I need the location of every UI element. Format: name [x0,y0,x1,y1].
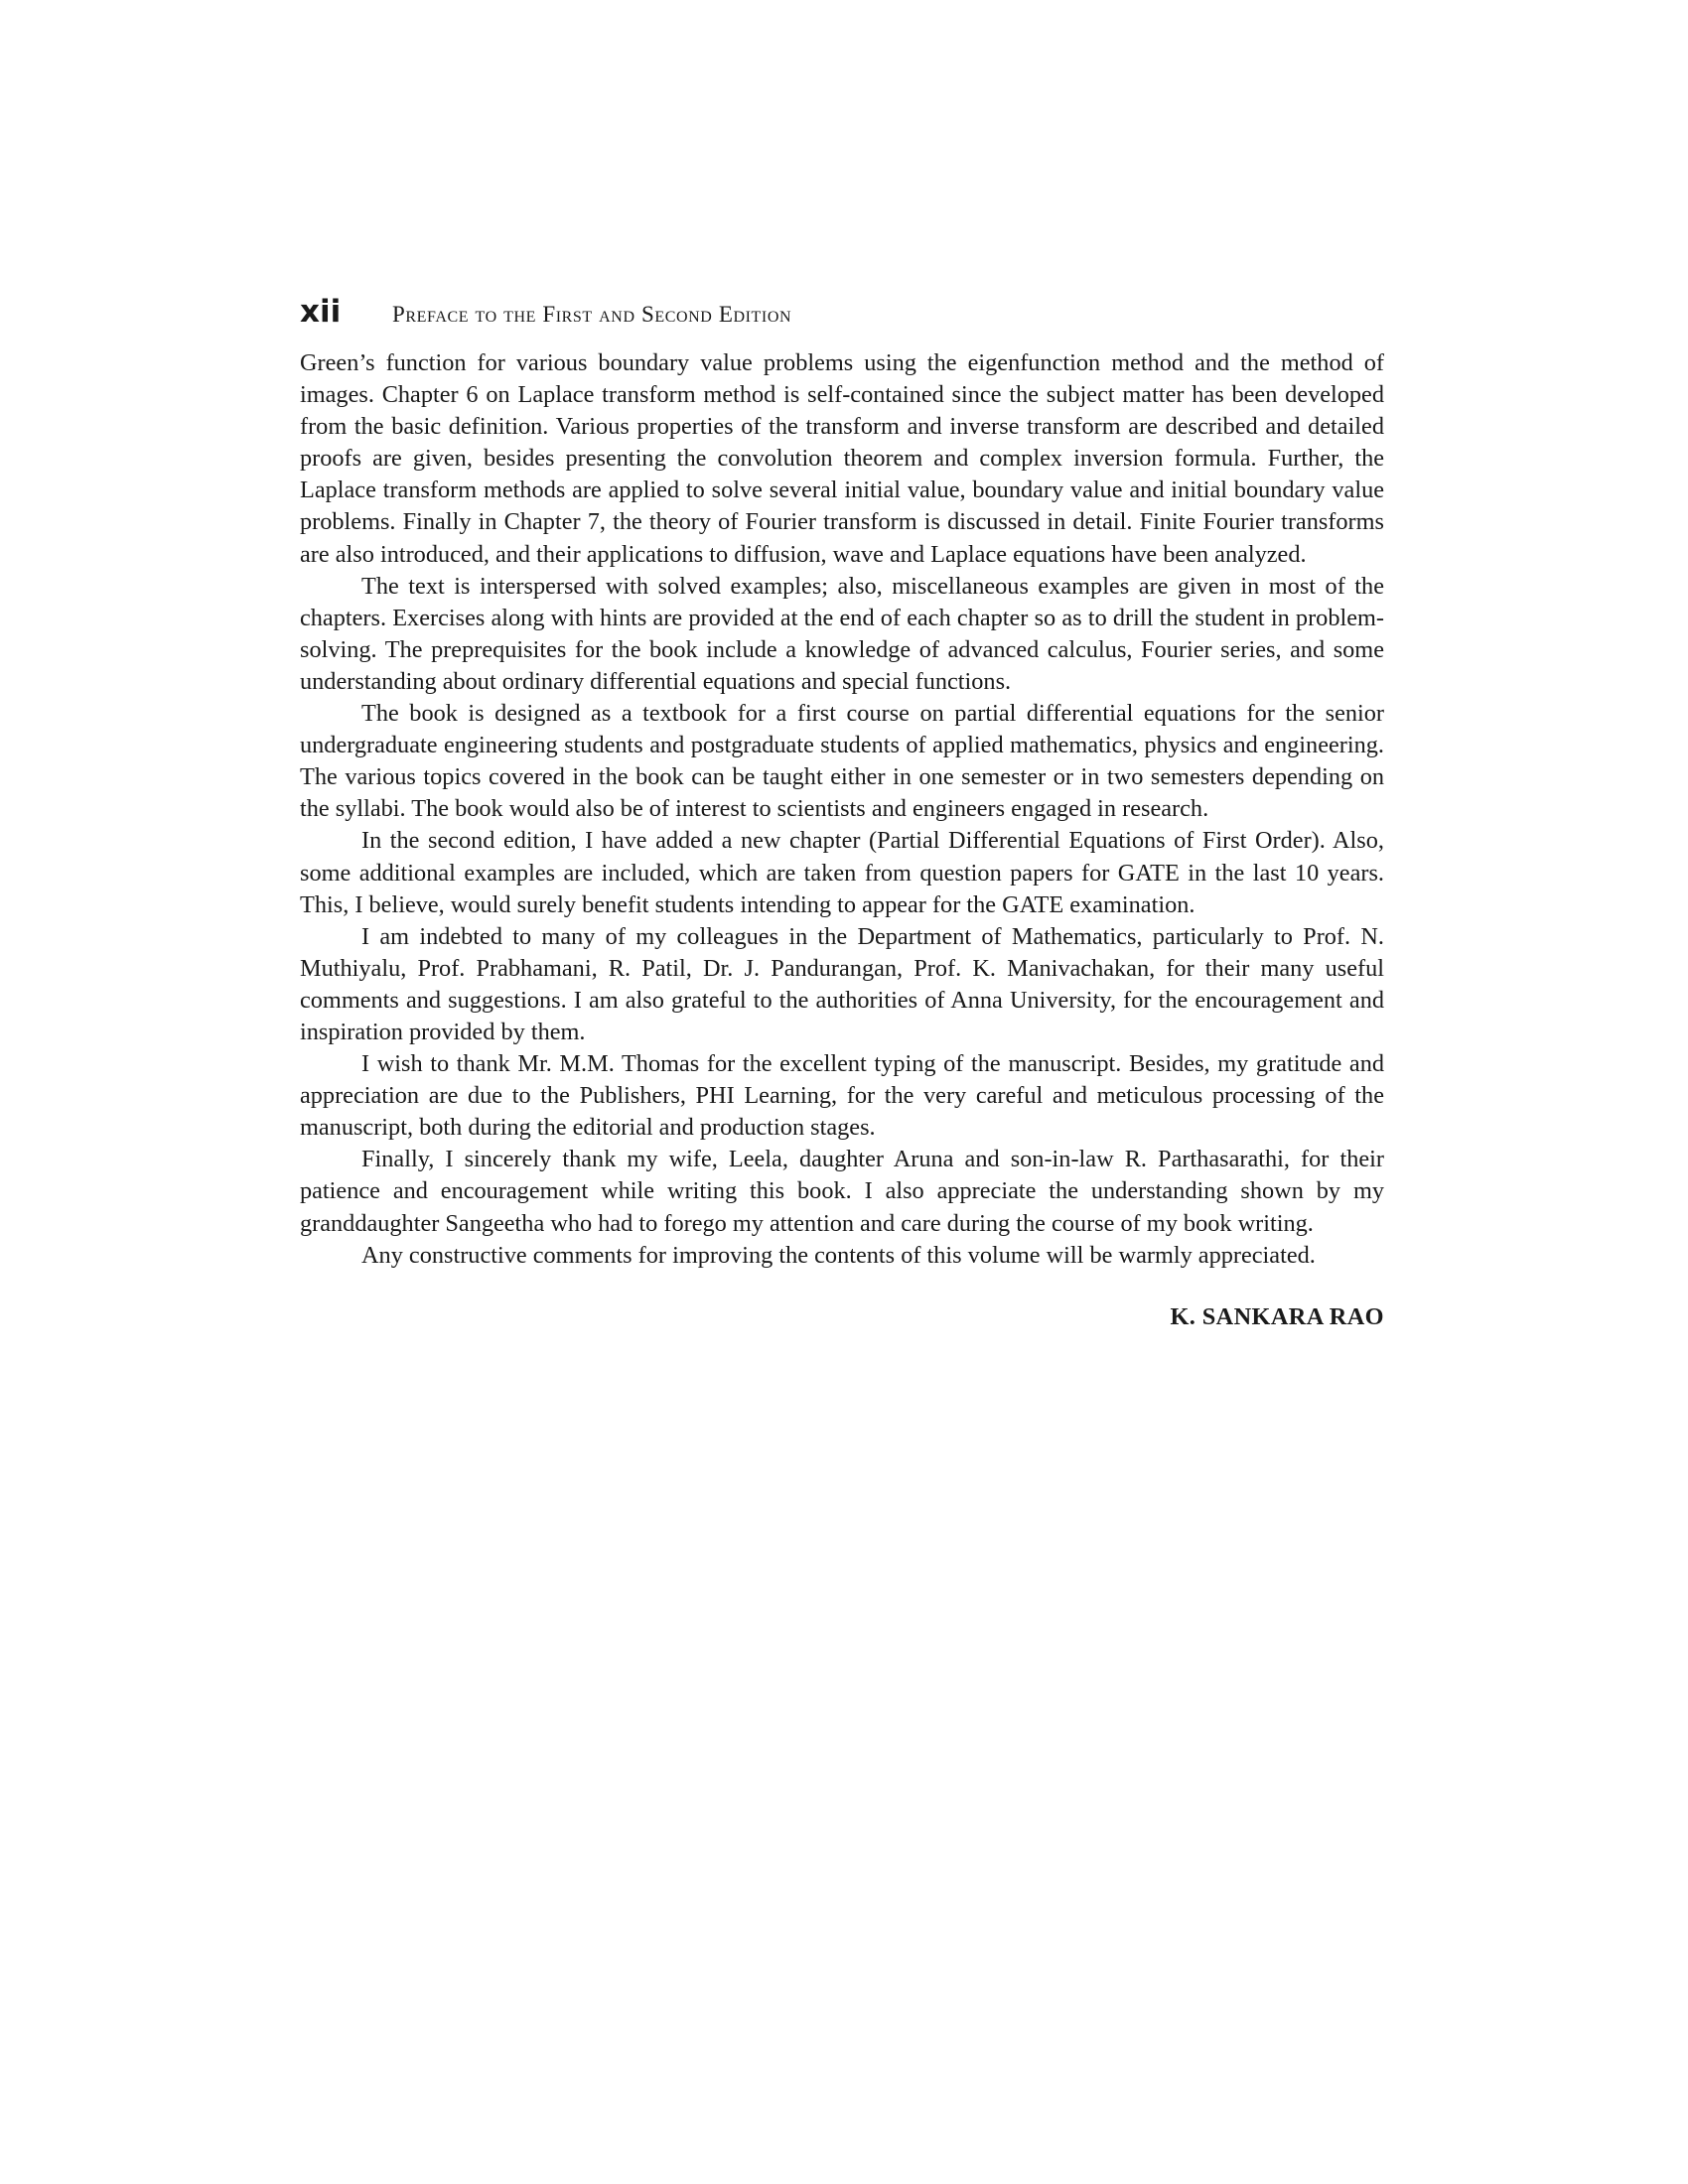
page-number: xii [300,294,342,330]
paragraph: Finally, I sincerely thank my wife, Leela, daughter Aruna and son-in-law R. Parthasarathi, for their patience and encouragement while writing this book. I also appreciate the understanding shown by my granddaughter Sangeetha who had to forego my attention and care during the course of my book writing. [300,1146,1384,1237]
paragraph: The text is interspersed with solved examples; also, miscellaneous examples are given in most of the chapters. Exercises along with hints are provided at the end of each chapter so as to drill the student in problem-solving. The preprequisites for the book include a knowledge of advanced calculus, Fourier series, and some understanding about ordinary differential equations and special functions. [300,572,1384,695]
paragraph: In the second edition, I have added a new chapter (Partial Differential Equations of First Order). Also, some additional examples are included, which are taken from question papers for GATE in the last 10 years. This, I believe, would surely benefit students intending to appear for the GATE examination. [300,827,1384,918]
paragraph: I wish to thank Mr. M.M. Thomas for the excellent typing of the manuscript. Besides, my gratitude and appreciation are due to the Publishers, PHI Learning, for the very careful and meticulous processing of the manuscript, both during the editorial and production stages. [300,1050,1384,1142]
paragraph: Any constructive comments for improving the contents of this volume will be warmly appreciated. [361,1241,1316,1269]
page-content [300,294,1384,1331]
running-head [300,294,1384,334]
preface-body [300,347,1384,1272]
running-title: Preface to the First and Second Edition [392,302,792,327]
paragraph: Green’s function for various boundary value problems using the eigenfunction method and the method of images. Chapter 6 on Laplace transform method is self-contained since the subject matter has been developed from the basic definition. Various properties of the transform and inverse transform are described and detailed proofs are given, besides presenting the convolution theorem and complex inversion formula. Further, the Laplace transform methods are applied to solve several initial value, boundary value and initial boundary value problems. Finally in Chapter 7, the theory of Fourier transform is discussed in detail. Finite Fourier transforms are also introduced, and their applications to diffusion, wave and Laplace equations have been analyzed. [300,349,1384,568]
author-signature: K. SANKARA RAO [1170,1302,1384,1330]
paragraph: I am indebted to many of my colleagues in the Department of Mathematics, particularly to Prof. N. Muthiyalu, Prof. Prabhamani, R. Patil, Dr. J. Pandurangan, Prof. K. Manivachakan, for their many useful comments and suggestions. I am also grateful to the authorities of Anna University, for the encouragement and inspiration provided by them. [300,922,1384,1045]
paragraph: The book is designed as a textbook for a first course on partial differential equations for the senior undergraduate engineering students and postgraduate students of applied mathematics, physics and engineering. The various topics covered in the book can be taught either in one semester or in two semesters depending on the syllabi. The book would also be of interest to scientists and engineers engaged in research. [300,700,1384,823]
